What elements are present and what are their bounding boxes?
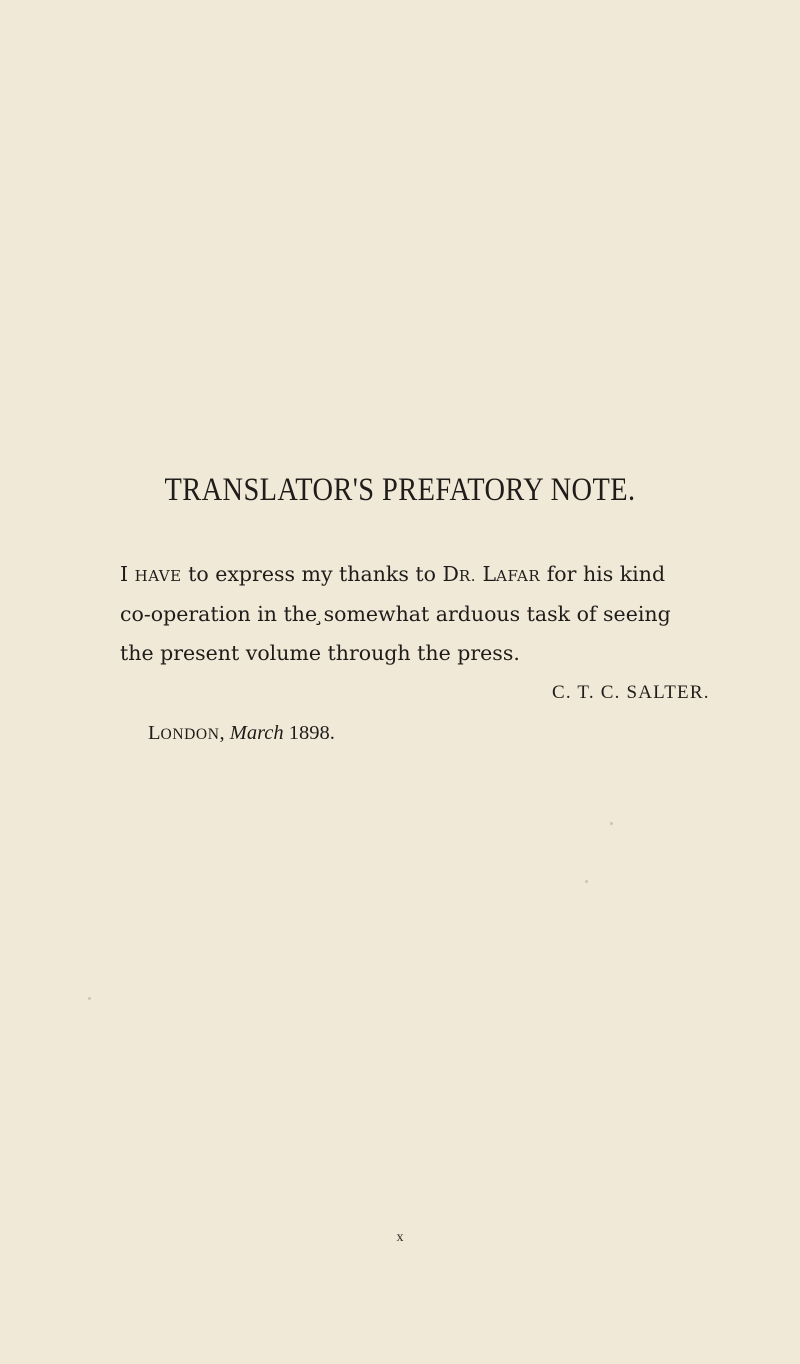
dateline-comma: ,: [219, 722, 230, 744]
paper-speck: [585, 880, 588, 883]
body-text: for his kind: [540, 562, 666, 586]
dateline-year: 1898.: [283, 722, 335, 744]
dateline-month: March: [229, 722, 284, 744]
page-title: TRANSLATOR'S PREFATORY NOTE.: [164, 472, 636, 508]
lafar-rest: AFAR: [496, 567, 541, 585]
body-line-2: co-operation in the ̧somewhat arduous task of seeing: [120, 602, 671, 626]
dateline: [148, 722, 335, 745]
smallcaps-word: HAVE: [134, 567, 182, 585]
paper-speck: [610, 822, 613, 825]
dr-initial: D: [442, 562, 459, 586]
body-line-3: the present volume through the press.: [120, 641, 520, 665]
paper-speck: [88, 997, 91, 1000]
dr-rest: R.: [458, 567, 476, 585]
dropcap: I: [120, 562, 129, 586]
lafar-initial: L: [482, 562, 497, 586]
body-text: to express my thanks to: [181, 562, 443, 586]
signature: C. T. C. SALTER.: [552, 682, 710, 703]
page-number: x: [396, 1230, 404, 1245]
place-initial: L: [148, 722, 161, 744]
place-rest: ONDON: [160, 726, 220, 743]
body-line-1: [120, 562, 712, 586]
